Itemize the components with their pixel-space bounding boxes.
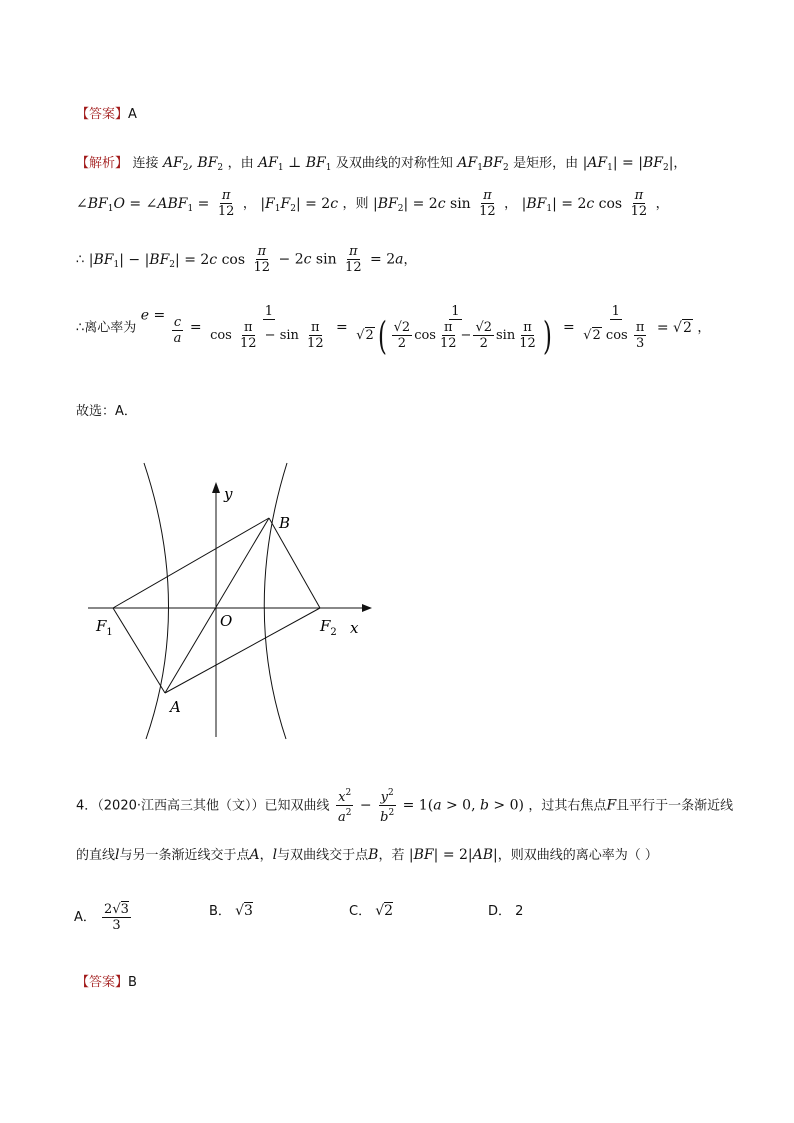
analysis-text: ，则 [342,196,369,212]
question-text: ， [259,848,273,863]
hyperbola-figure [80,455,380,745]
question-text: 的直线 [76,848,116,863]
choice-a-letter: A． [74,910,96,925]
therefore-symbol: ∴ [76,252,85,268]
choice-d-value: 2 [515,904,524,919]
left-branch [144,463,169,739]
x-label: x [350,619,359,637]
x-axis-arrow [362,604,372,612]
analysis-tag: 【解析】 [76,156,129,171]
answer-tag: 【答案】 [76,975,129,990]
analysis-line-1: 【解析】 连接 $AF_2$, $BF_2$ ，由 $AF_1$ ⊥ $BF_1$ 及双曲线的对称性知 $AF_1BF_2$ 是矩形，由 $|AF_1| = |BF_2|$， [76,155,687,173]
question-text: 与另一条渐近线交于点 [119,848,250,863]
choice-c-letter: C． [349,904,372,919]
eccentricity-prefix: ∴离心率为 [76,320,137,336]
question-number: 4． [76,798,98,814]
answer-tag: 【答案】 [76,107,129,122]
choice-d[interactable] [488,900,523,919]
analysis-text: 及双曲线的对称性知 [335,156,453,171]
analysis-text: 连接 [132,156,159,171]
answer-line-2 [76,971,137,990]
choice-b-letter: B． [209,904,231,919]
f2-label: $F_2$ [320,617,337,638]
y-axis-arrow [212,482,220,493]
choice-b[interactable]: B． √3 [209,903,253,919]
analysis-line-3: ∴ $|BF_1| - |BF_2| = 2c$ cos $\frac{\pi}{12}$ − 2c sin $\frac{\pi}{12}$ = 2a， [76,244,417,275]
answer-value: A [128,107,137,122]
question-text: ，若 [378,848,405,863]
analysis-line-2: $\angle BF_1O$ = $\angle ABF_1$ = $\frac{\pi}{12}$ ， $|F_1F_2| = 2c$ ，则 $|BF_2| = 2c$ sin $\frac{\pi}{12}$ ， $|BF_1| = 2c$ cos $\frac{\pi}{12}$ ， [76,188,669,219]
origin-label: O [220,612,233,630]
point-b-label: B [279,514,291,532]
choice-a[interactable]: A． $\frac{2√3}{3}$ [74,902,129,933]
f1-label: $F_1$ [96,617,113,638]
question-text: 与双曲线交于点 [277,848,369,863]
y-label: y [224,485,233,503]
answer-value: B [128,975,137,990]
question-text: ，则双曲线的离心率为（ ） [497,848,658,863]
analysis-line-4: ∴离心率为 e = $\frac{c}{a}$ = 1 cos $\frac{\pi}{12}$ − sin $\frac{\pi}{12}$ = 1 √2 ( $\frac{√2}{2}$ cos $\frac{\pi}{12}$ − $\frac{√2}{2}$ sin $\frac{\pi}{12}$ ) = 1 √2 cos $\frac{\pi}{3}$ = √2 ， [76,304,711,358]
choice-c[interactable]: C． √2 [349,903,394,919]
select-line: 故选：A． [76,404,137,419]
question-line-1: 4．（2020·江西高三其他（文））已知双曲线 $\frac{x^2}{a^2}$ − $\frac{y^2}{b^2}$ = 1(a > 0, b > 0) ，过其右焦点F且平行于一条渐近线 [76,788,734,825]
question-text: ，过其右焦点 [528,798,607,814]
question-text: 已知双曲线 [264,798,330,814]
right-branch [264,463,287,739]
answer-line-1 [76,103,137,122]
analysis-text: ，由 [227,156,254,171]
analysis-text: ， [673,156,687,171]
analysis-text: 是矩形，由 [513,156,579,171]
question-text: 且平行于一条渐近线 [616,798,734,814]
point-a-label: A [170,698,181,716]
question-source: （2020·江西高三其他（文）） [97,798,265,814]
question-line-2: 的直线l与另一条渐近线交于点A，l与双曲线交于点B，若 |BF| = 2|AB|，则双曲线的离心率为（ ） [76,847,658,863]
choice-d-letter: D． [488,904,512,919]
